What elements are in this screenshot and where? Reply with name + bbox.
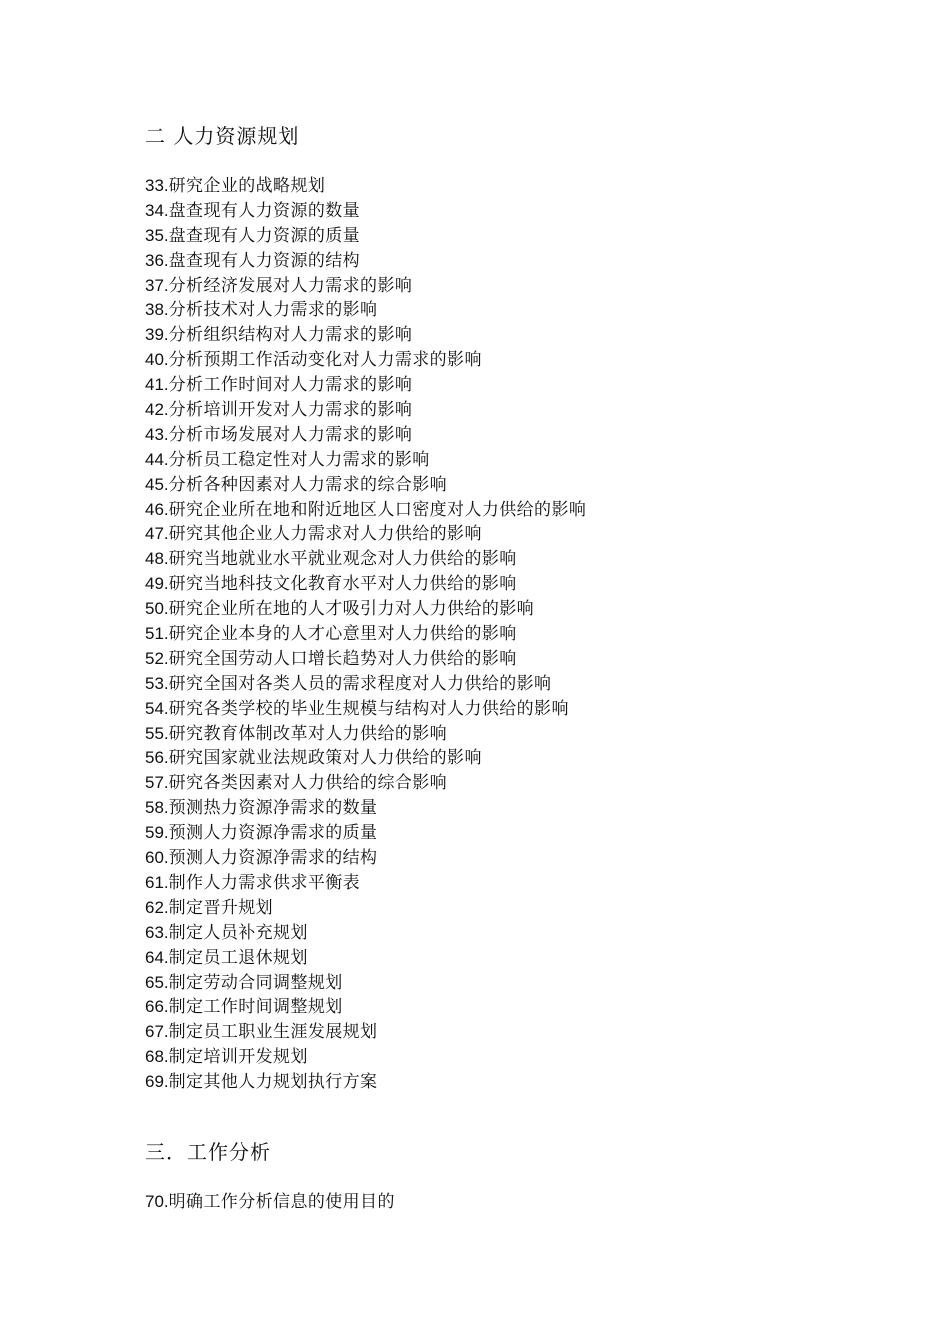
item-text: 明确工作分析信息的使用目的	[168, 1192, 395, 1212]
item-number: 42.	[145, 400, 169, 420]
item-number: 36.	[145, 250, 169, 270]
item-text: 盘查现有人力资源的质量	[168, 225, 361, 246]
item-number: 45.	[145, 474, 169, 494]
list-item	[145, 1190, 865, 1215]
section-job-analysis	[145, 1138, 865, 1215]
item-text: 制作人力需求供求平衡表	[168, 872, 361, 893]
item-number: 58.	[145, 798, 169, 818]
item-number: 66.	[145, 997, 169, 1017]
list-item	[145, 473, 865, 498]
item-text: 制定劳动合同调整规划	[168, 972, 343, 993]
item-text: 预测热力资源净需求的数量	[168, 798, 378, 819]
item-number: 51.	[145, 624, 169, 644]
list-item	[145, 821, 865, 846]
item-text: 研究各类因素对人力供给的综合影响	[168, 773, 448, 794]
item-number: 46.	[145, 499, 169, 519]
item-text: 制定员工职业生涯发展规划	[168, 1022, 378, 1043]
list-item	[145, 274, 865, 299]
item-text: 分析员工稳定性对人力需求的影响	[168, 449, 430, 470]
item-text: 预测人力资源净需求的结构	[168, 848, 378, 869]
item-text: 制定其他人力规划执行方案	[168, 1072, 378, 1093]
item-number: 54.	[145, 698, 169, 718]
item-text: 分析预期工作活动变化对人力需求的影响	[168, 350, 482, 371]
item-number: 44.	[145, 449, 169, 469]
item-number: 33.	[145, 176, 169, 195]
list-item	[145, 249, 865, 274]
item-number: 56.	[145, 748, 169, 768]
item-number: 55.	[145, 723, 169, 743]
list-item	[145, 946, 865, 971]
item-text: 分析各种因素对人力需求的综合影响	[168, 474, 448, 495]
list-item	[145, 547, 865, 572]
item-text: 制定培训开发规划	[168, 1047, 308, 1068]
item-number: 65.	[145, 972, 169, 992]
list-item	[145, 1045, 865, 1070]
section-heading: 二 人力资源规划	[145, 124, 300, 148]
item-text: 研究各类学校的毕业生规模与结构对人力供给的影响	[168, 698, 569, 719]
item-text: 制定工作时间调整规划	[168, 997, 343, 1018]
item-text: 分析组织结构对人力需求的影响	[168, 325, 413, 346]
list-item	[145, 373, 865, 398]
list-item	[145, 348, 865, 373]
item-text: 制定人员补充规划	[168, 922, 308, 943]
list-item	[145, 597, 865, 622]
item-text: 分析经济发展对人力需求的影响	[168, 275, 413, 296]
list-item	[145, 1070, 865, 1095]
item-number: 68.	[145, 1047, 169, 1067]
list-item	[145, 199, 865, 224]
list-item	[145, 398, 865, 423]
item-number: 49.	[145, 574, 169, 594]
list-item	[145, 971, 865, 996]
item-text: 研究企业本身的人才心意里对人力供给的影响	[168, 624, 517, 645]
list-item	[145, 498, 865, 523]
item-number: 52.	[145, 648, 169, 668]
item-number: 48.	[145, 549, 169, 569]
task-list	[145, 1190, 865, 1215]
item-number: 70.	[145, 1192, 169, 1211]
item-number: 60.	[145, 848, 169, 868]
list-item	[145, 423, 865, 448]
item-text: 分析培训开发对人力需求的影响	[168, 400, 413, 421]
item-number: 43.	[145, 424, 169, 444]
item-text: 研究全国对各类人员的需求程度对人力供给的影响	[168, 673, 552, 694]
item-number: 47.	[145, 524, 169, 544]
list-item	[145, 448, 865, 473]
item-text: 预测人力资源净需求的质量	[168, 823, 378, 844]
item-number: 34.	[145, 200, 169, 220]
list-item	[145, 522, 865, 547]
item-text: 研究企业所在地的人才吸引力对人力供给的影响	[168, 599, 535, 620]
item-text: 研究企业所在地和附近地区人口密度对人力供给的影响	[168, 499, 587, 520]
list-item	[145, 871, 865, 896]
list-item	[145, 647, 865, 672]
list-item	[145, 672, 865, 697]
item-text: 研究当地科技文化教育水平对人力供给的影响	[168, 574, 517, 595]
section-heading: 三．工作分析	[145, 1140, 271, 1164]
list-item	[145, 323, 865, 348]
item-number: 40.	[145, 350, 169, 370]
item-text: 分析技术对人力需求的影响	[168, 300, 378, 321]
item-text: 研究全国劳动人口增长趋势对人力供给的影响	[168, 648, 517, 669]
item-text: 研究企业的战略规划	[168, 176, 326, 196]
item-number: 57.	[145, 773, 169, 793]
list-item	[145, 722, 865, 747]
section-hr-planning	[145, 122, 865, 1095]
item-number: 38.	[145, 300, 169, 320]
list-item	[145, 921, 865, 946]
item-text: 制定晋升规划	[168, 897, 274, 918]
item-text: 研究其他企业人力需求对人力供给的影响	[168, 524, 482, 545]
item-number: 37.	[145, 275, 169, 295]
item-number: 67.	[145, 1022, 169, 1042]
item-text: 研究教育体制改革对人力供给的影响	[168, 723, 448, 744]
list-item	[145, 1020, 865, 1045]
item-number: 61.	[145, 872, 169, 892]
item-text: 盘查现有人力资源的数量	[168, 200, 361, 221]
item-number: 53.	[145, 673, 169, 693]
item-text: 制定员工退休规划	[168, 947, 308, 968]
list-item	[145, 224, 865, 249]
item-number: 69.	[145, 1072, 169, 1092]
item-text: 分析市场发展对人力需求的影响	[168, 424, 413, 445]
list-item	[145, 796, 865, 821]
list-item	[145, 298, 865, 323]
item-number: 39.	[145, 325, 169, 345]
list-item	[145, 746, 865, 771]
item-number: 35.	[145, 225, 169, 245]
item-number: 63.	[145, 922, 169, 942]
item-text: 分析工作时间对人力需求的影响	[168, 375, 413, 396]
item-number: 50.	[145, 599, 169, 619]
list-item	[145, 174, 865, 199]
list-item	[145, 846, 865, 871]
list-item	[145, 995, 865, 1020]
list-item	[145, 771, 865, 796]
item-text: 研究国家就业法规政策对人力供给的影响	[168, 748, 482, 769]
item-number: 62.	[145, 897, 169, 917]
list-item	[145, 896, 865, 921]
item-text: 研究当地就业水平就业观念对人力供给的影响	[168, 549, 517, 570]
list-item	[145, 697, 865, 722]
task-list	[145, 174, 865, 1095]
list-item	[145, 622, 865, 647]
list-item	[145, 572, 865, 597]
item-number: 59.	[145, 823, 169, 843]
item-number: 64.	[145, 947, 169, 967]
item-text: 盘查现有人力资源的结构	[168, 250, 361, 271]
item-number: 41.	[145, 375, 169, 395]
